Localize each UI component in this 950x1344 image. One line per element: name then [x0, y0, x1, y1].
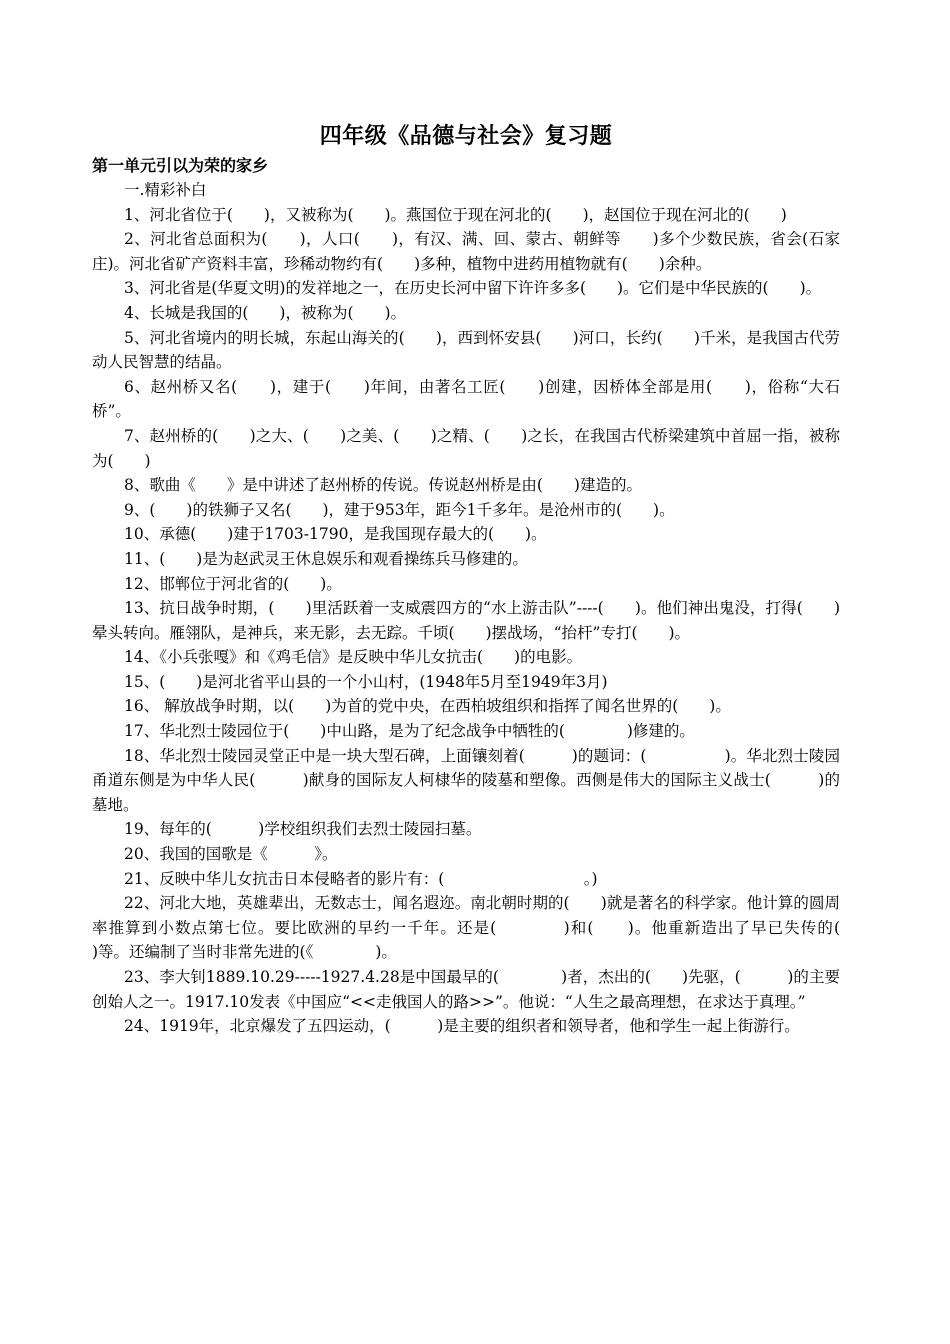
question-item: 4、长城是我国的( )，被称为( )。: [124, 303, 407, 322]
question-item: 2、河北省总面积为( )，人口( )，有汉、满、回、蒙古、朝鲜等 )多个少数民族，省会(石家庄)。河北省矿产资料丰富，珍稀动物约有( )多种，植物中进药用植物就有( )余种。: [92, 230, 840, 273]
question-item: 12、邯郸位于河北省的( )。: [124, 574, 342, 593]
question-item: 23、李大钊1889.10.29-----1927.4.28是中国最早的( )者，杰出的( )先驱，( )的主要创始人之一。1917.10发表《中国应“<<走俄国人的路>>”。他说：“人生之最高理想，在求达于真理。”: [92, 968, 840, 1011]
question-item: 11、( )是为赵武灵王休息娱乐和观看操练兵马修建的。: [124, 549, 528, 568]
section-heading: 一.精彩补白: [124, 181, 207, 199]
question-item: 6、赵州桥又名( )，建于( )年间，由著名工匠( )创建，因桥体全部是用( )，俗称“大石桥”。: [92, 377, 840, 421]
question-item: 13、抗日战争时期，( )里活跃着一支威震四方的“水上游击队”----( )。他们神出鬼没，打得( )晕头转向。雁翎队，是神兵，来无影，去无踪。千顷( )摆战场，“抬杆”专打( )。: [92, 599, 840, 642]
question-item: 9、( )的铁狮子又名( )，建于953年，距今1千多年。是沧州市的( )。: [124, 500, 675, 519]
question-item: 21、反映中华儿女抗击日本侵略者的影片有：( 。): [124, 869, 598, 888]
document-title: 四年级《品德与社会》复习题: [319, 123, 613, 149]
question-item: 20、我国的国歌是《 》。: [124, 845, 338, 864]
question-item: 18、华北烈士陵园灵堂正中是一块大型石碑，上面镶刻着( )的题词：( )。华北烈士陵园甬道东侧是为中华人民( )献身的国际友人柯棣华的陵墓和塑像。西侧是伟大的国际主义战士( )的墓地。: [92, 746, 840, 814]
question-item: 17、华北烈士陵园位于( )中山路，是为了纪念战争中牺牲的( )修建的。: [124, 722, 695, 741]
question-item: 24、1919年，北京爆发了五四运动，( )是主要的组织者和领导者，他和学生一起上街游行。: [124, 1017, 800, 1036]
document-page: [92, 118, 903, 1039]
question-item: 10、承德( )建于1703-1790，是我国现存最大的( )。: [124, 525, 547, 544]
unit-heading: 第一单元引以为荣的家乡: [92, 156, 269, 175]
question-item: 22、河北大地，英雄辈出，无数志士，闻名遐迩。南北朝时期的( )就是著名的科学家。他计算的圆周率推算到小数点第七位。要比欧洲的早约一千年。还是( )和( )。他重新造出了早已失传的( )等。还编制了当时非常先进的(《 )。: [92, 894, 903, 962]
question-item: 7、赵州桥的( )之大、( )之美、( )之精、( )之长，在我国古代桥梁建筑中首屈一指，被称为( ): [92, 426, 840, 470]
question-item: 19、每年的( )学校组织我们去烈士陵园扫墓。: [124, 820, 482, 839]
question-item: 15、( )是河北省平山县的一个小山村，(1948年5月至1949年3月): [124, 672, 608, 691]
question-item: 1、河北省位于( )，又被称为( )。燕国位于现在河北的( )，赵国位于现在河北的( ): [124, 205, 787, 224]
question-item: 8、歌曲《 》是中讲述了赵州桥的传说。传说赵州桥是由( )建造的。: [124, 476, 642, 495]
question-item: 16、 解放战争时期，以( )为首的党中央，在西柏坡组织和指挥了闻名世界的( )。: [124, 697, 731, 716]
question-item: 3、河北省是(华夏文明)的发祥地之一，在历史长河中留下许许多多( )。它们是中华民族的( )。: [124, 279, 822, 298]
question-item: 14、《小兵张嘎》和《鸡毛信》是反映中华儿女抗击( )的电影。: [124, 648, 583, 667]
question-item: 5、河北省境内的明长城，东起山海关的( )，西到怀安县( )河口，长约( )千米，是我国古代劳动人民智慧的结晶。: [92, 328, 840, 372]
question-list: [92, 203, 903, 1039]
